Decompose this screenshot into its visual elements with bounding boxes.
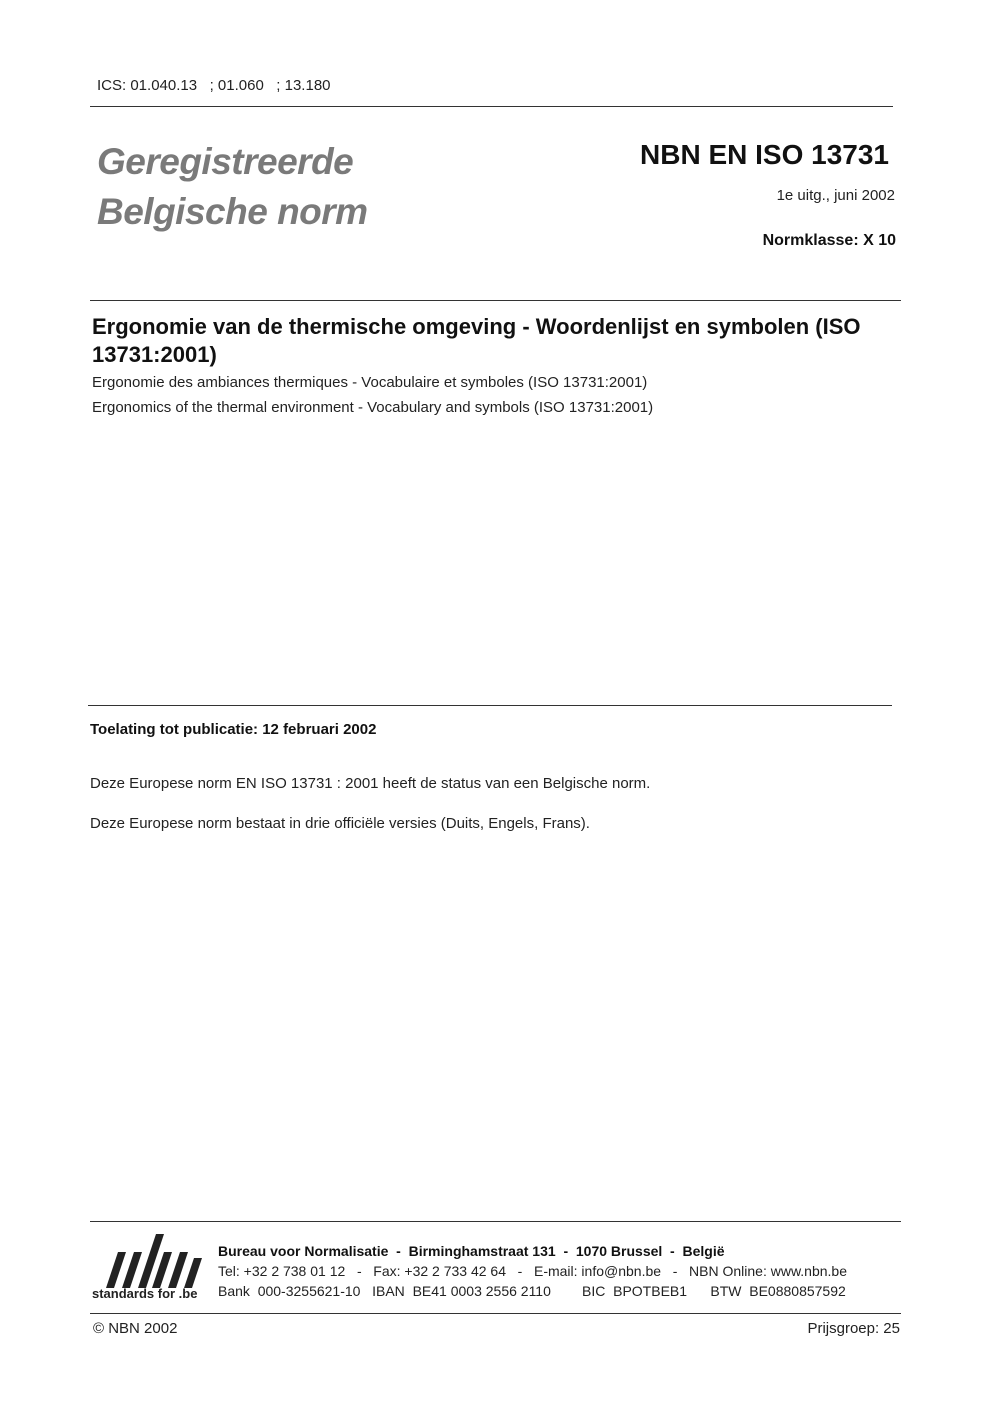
footer-contact: Tel: +32 2 738 01 12 - Fax: +32 2 733 42 64 - E-mail: info@nbn.be - NBN Online: www.nbn.be: [218, 1263, 848, 1279]
registered-title-line1: Geregistreerde: [97, 141, 354, 182]
price-group: Prijsgroep: 25: [807, 1320, 900, 1337]
footer-divider-top: [90, 1221, 901, 1222]
copyright: © NBN 2002: [93, 1320, 178, 1337]
title-divider: [90, 300, 901, 301]
english-title: Ergonomics of the thermal environment - Vocabulary and symbols (ISO 13731:2001): [92, 399, 654, 416]
normklasse: Normklasse: X 10: [762, 232, 896, 249]
status-paragraph: Deze Europese norm EN ISO 13731 : 2001 heeft de status van een Belgische norm.: [90, 775, 651, 792]
registered-title-line2: Belgische norm: [97, 191, 368, 232]
footer-bank: Bank 000-3255621-10 IBAN BE41 0003 2556 2110 BIC BPOTBEB1 BTW BE0880857592: [218, 1283, 846, 1299]
logo-caption: standards for .be: [92, 1286, 198, 1301]
ics-codes: ICS: 01.040.13 ; 01.060 ; 13.180: [97, 77, 331, 94]
standard-number: NBN EN ISO 13731: [640, 139, 889, 170]
footer-divider-bottom: [90, 1313, 901, 1314]
main-title: Ergonomie van de thermische omgeving - Woordenlijst en symbolen (ISO 13731:2001): [92, 314, 861, 367]
approval-date: Toelating tot publicatie: 12 februari 2002: [90, 721, 377, 738]
footer-address: Bureau voor Normalisatie - Birminghamstraat 131 - 1070 Brussel - België: [218, 1243, 725, 1259]
registered-standard-title: [97, 137, 368, 237]
header-divider: [90, 106, 893, 107]
versions-paragraph: Deze Europese norm bestaat in drie officiële versies (Duits, Engels, Frans).: [90, 815, 590, 832]
nbn-logo-icon: [92, 1230, 204, 1290]
body-divider: [88, 705, 892, 706]
edition-info: 1e uitg., juni 2002: [776, 187, 895, 204]
french-title: Ergonomie des ambiances thermiques - Vocabulaire et symboles (ISO 13731:2001): [92, 374, 648, 391]
